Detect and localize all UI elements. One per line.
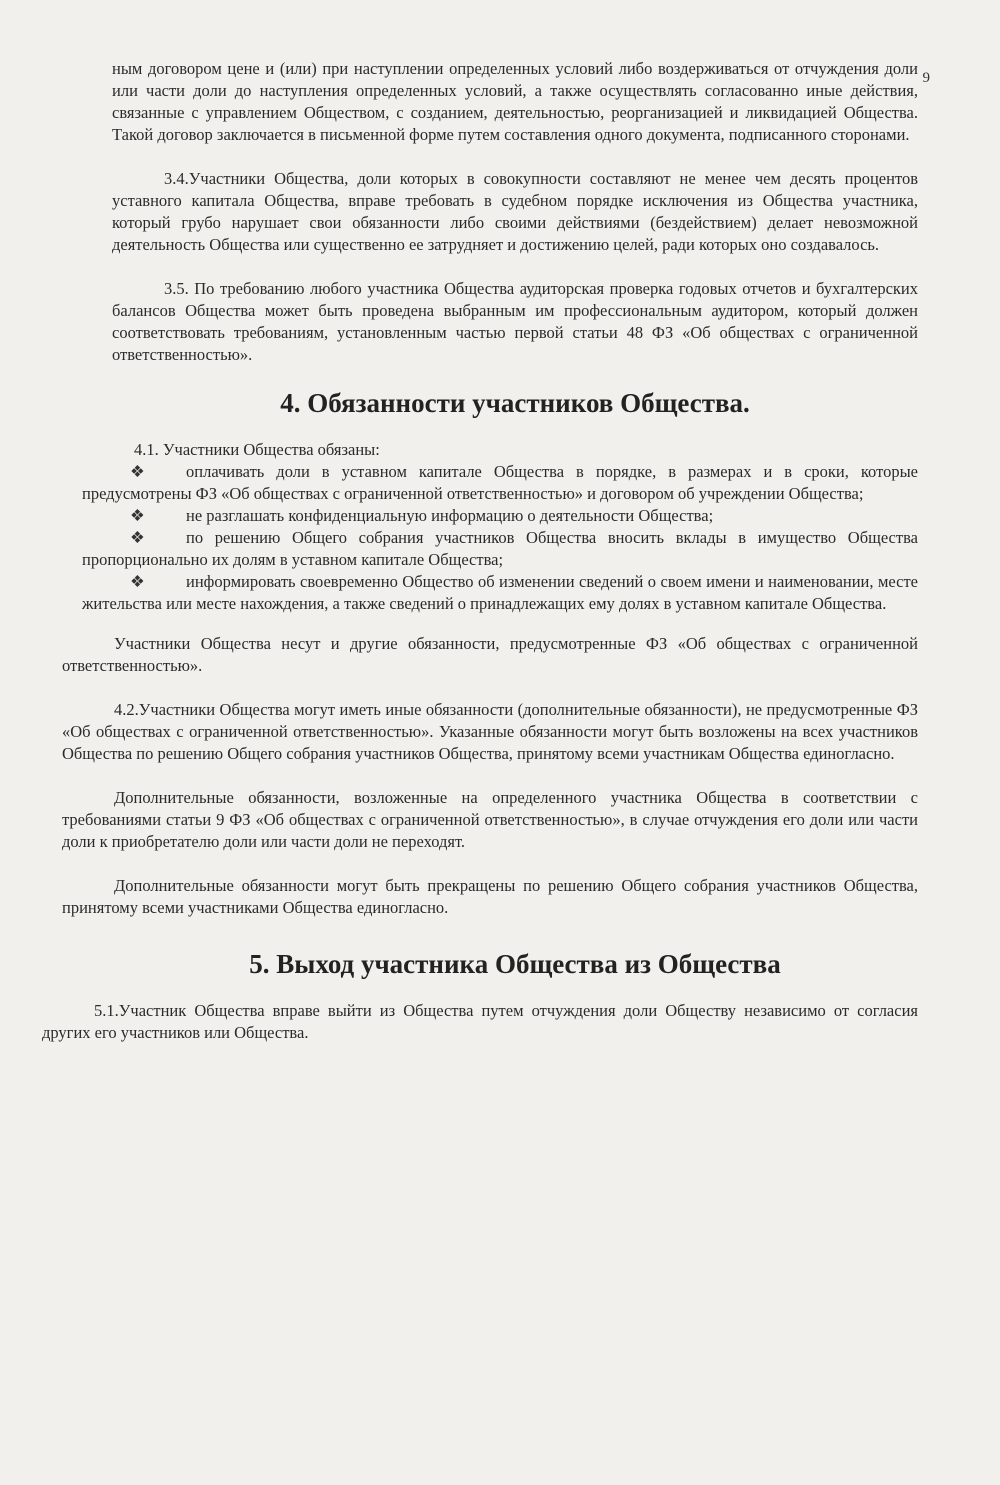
- intro-paragraph: ным договором цене и (или) при наступлении определенных условий либо воздерживаться от отчуждения доли или части доли до наступления определенных условий, а также осуществлять согласованно иные действия, связанные с управлением Обществом, с созданием, деятельностью, реорганизацией и ликвидацией Общества. Такой договор заключается в письменной форме путем составления одного документа, подписанного сторонами.: [112, 59, 918, 144]
- bullet-diamond-icon: ❖: [130, 572, 145, 591]
- section-4-body: [82, 439, 918, 615]
- section-5-body: [42, 1000, 918, 1044]
- paragraph-other-duties: Участники Общества несут и другие обязанности, предусмотренные ФЗ «Об обществах с ограниченной ответственностью».: [62, 634, 918, 675]
- section-4-continued: [62, 633, 918, 919]
- bullet-text: по решению Общего собрания участников Общества вносить вклады в имущество Общества пропорционально их долям в уставном капитале Общества;: [82, 528, 918, 569]
- bullet-text: оплачивать доли в уставном капитале Общества в порядке, в размерах и в сроки, которые предусмотрены ФЗ «Об обществах с ограниченной ответственностью» и договором об учреждении Общества;: [82, 462, 918, 503]
- page-number: 9: [922, 70, 930, 86]
- section-5-title: 5. Выход участника Общества из Общества: [249, 949, 781, 979]
- paragraph-4-1: 4.1. Участники Общества обязаны:: [134, 440, 380, 459]
- paragraph-4-2: 4.2.Участники Общества могут иметь иные обязанности (дополнительные обязанности), не предусмотренные ФЗ «Об обществах с ограниченной ответственностью». Указанные обязанности могут быть возложены на всех участников Общества по решению Общего собрания участников Общества, принятому всеми участникам Общества единогласно.: [62, 700, 918, 763]
- bullet-text: информировать своевременно Общество об изменении сведений о своем имени и наименовании, месте жительства или месте нахождения, а также сведений о принадлежащих ему долях в уставном капитале Общества.: [82, 572, 918, 613]
- list-item: [82, 571, 918, 615]
- paragraph-additional-duties-1: Дополнительные обязанности, возложенные на определенного участника Общества в соответствии с требованиями статьи 9 ФЗ «Об обществах с ограниченной ответственностью», в случае отчуждения его доли или части доли к приобретателю доли или части доли не переходят.: [62, 788, 918, 851]
- paragraph-3-5: 3.5. По требованию любого участника Общества аудиторская проверка годовых отчетов и бухгалтерских балансов Общества может быть проведена выбранным им профессиональным аудитором, который должен соответствовать требованиям, установленным частью первой статьи 48 ФЗ «Об обществах с ограниченной ответственностью».: [112, 279, 918, 364]
- list-item: [82, 527, 918, 571]
- bullet-diamond-icon: ❖: [130, 462, 145, 481]
- paragraph-3-4: 3.4.Участники Общества, доли которых в совокупности составляют не менее чем десять процентов уставного капитала Общества, вправе требовать в судебном порядке исключения из Общества участника, который грубо нарушает свои обязанности либо своими действиями (бездействием) делает невозможной деятельность Общества или существенно ее затрудняет и достижению целей, ради которых оно создавалось.: [112, 169, 918, 254]
- paragraph-additional-duties-2: Дополнительные обязанности могут быть прекращены по решению Общего собрания участников Общества, принятому всеми участниками Общества единогласно.: [62, 876, 918, 917]
- list-item: [82, 505, 918, 527]
- paragraph-5-1: 5.1.Участник Общества вправе выйти из Общества путем отчуждения доли Обществу независимо от согласия других его участников или Общества.: [42, 1001, 918, 1042]
- bullet-diamond-icon: ❖: [130, 528, 145, 547]
- bullet-diamond-icon: ❖: [130, 506, 145, 525]
- bullet-text: не разглашать конфиденциальную информацию о деятельности Общества;: [186, 506, 714, 525]
- list-item: [82, 461, 918, 505]
- section-4-title: 4. Обязанности участников Общества.: [280, 388, 750, 418]
